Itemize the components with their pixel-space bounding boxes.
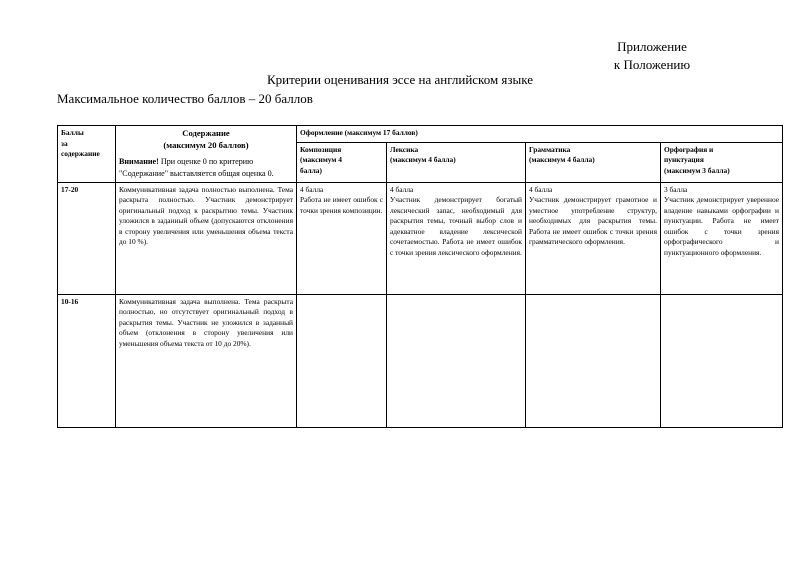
header-score-line-2: за: [61, 138, 68, 148]
header-lexis-column: [387, 142, 526, 182]
row-grammar-10-16: [526, 294, 661, 427]
spelling-points-17-20: 3 балла: [664, 184, 688, 194]
header-spelling-column: [661, 142, 783, 182]
header-composition-column: [297, 142, 387, 182]
header-content-title-line-2: (максимум 20 баллов): [163, 139, 249, 150]
header-content-warning-label: Внимание!: [119, 157, 159, 167]
row-lexis-17-20: [387, 182, 526, 294]
header-composition-line-2: (максимум 4: [300, 155, 342, 165]
composition-points-17-20: 4 балла: [300, 184, 324, 194]
criteria-table: [57, 125, 783, 428]
header-content-warning-text: При оценке 0 по критерию "Содержание" выставляется общая оценка 0.: [119, 157, 274, 178]
document-subtitle: Максимальное количество баллов – 20 баллов: [57, 91, 313, 106]
header-grammar-line-2: (максимум 4 балла): [529, 155, 595, 165]
row-content-10-16: Коммуникативная задача выполнена. Тема раскрыта полностью, но отсутствует оригинальный подход в раскрытия темы. Участник не уложился в заданный объем (отклонения в сторону увеличения или уменьшения объема текста от 10 до 20%).: [116, 294, 297, 427]
header-composition-line-1: Композиция: [300, 144, 342, 154]
header-spelling-line-1: Орфография и: [664, 144, 714, 154]
header-content-warning: [119, 156, 293, 179]
header-score-line-3: содержание: [61, 149, 100, 159]
header-spelling-line-3: (максимум 3 балла): [664, 165, 730, 175]
row-composition-10-16: [297, 294, 387, 427]
header-lexis-line-2: (максимум 4 балла): [390, 155, 456, 165]
row-content-17-20: Коммуникативная задача полностью выполнена. Тема раскрыта полностью. Участник демонстрирует оригинальный подход к раскрытию темы. Участник уложился в заданный объем (допускаются отклонения в сторону увеличения или уменьшения объема текста до 10 %).: [116, 182, 297, 294]
table-header-row-primary: [58, 126, 783, 143]
document-title: Критерии оценивания эссе на английском языке: [266, 72, 534, 87]
header-lexis-line-1: Лексика: [390, 144, 419, 154]
header-content-column: [116, 126, 297, 183]
header-score-column: [58, 126, 116, 183]
appendix-block: [522, 38, 782, 75]
lexis-points-17-20: 4 балла: [390, 184, 414, 194]
header-grammar-line-1: Грамматика: [529, 144, 571, 154]
row-grammar-17-20: [526, 182, 661, 294]
lexis-text-17-20: Участник демонстрирует богатый лексический запас, необходимый для раскрытия темы, точный выбор слов и адекватное владение лексической сочетаемостью. Работа не имеет ошибок с точки зрения лексического оформления.: [390, 195, 522, 257]
composition-text-17-20: Работа не имеет ошибок с точки зрения композиции.: [300, 195, 383, 215]
header-content-title-line-1: Содержание: [182, 128, 230, 138]
appendix-line-1: Приложение: [617, 39, 687, 54]
table-row: [58, 294, 783, 427]
header-composition-line-3: балла): [300, 165, 322, 175]
spelling-text-17-20: Участник демонстрирует уверенное владение навыками орфографии и пунктуации. Работа не имеет ошибок с точки зрения орфографического и пунктуационного оформления.: [664, 195, 780, 257]
grammar-text-17-20: Участник демонстрирует грамотное и уместное употребление структур, необходимых для раскрытия темы. Работа не имеет ошибок с точки зрения грамматического оформления.: [529, 195, 657, 247]
header-design-group: Оформление (максимум 17 баллов): [297, 126, 783, 143]
row-spelling-10-16: [661, 294, 783, 427]
table-row: [58, 182, 783, 294]
row-score-10-16: 10-16: [58, 294, 116, 427]
header-score-line-1: Баллы: [61, 128, 84, 137]
row-spelling-17-20: [661, 182, 783, 294]
header-grammar-column: [526, 142, 661, 182]
header-spelling-line-2: пунктуация: [664, 155, 704, 165]
row-score-17-20: 17-20: [58, 182, 116, 294]
row-lexis-10-16: [387, 294, 526, 427]
appendix-line-2: к Положению: [613, 57, 691, 73]
row-composition-17-20: [297, 182, 387, 294]
grammar-points-17-20: 4 балла: [529, 184, 553, 194]
